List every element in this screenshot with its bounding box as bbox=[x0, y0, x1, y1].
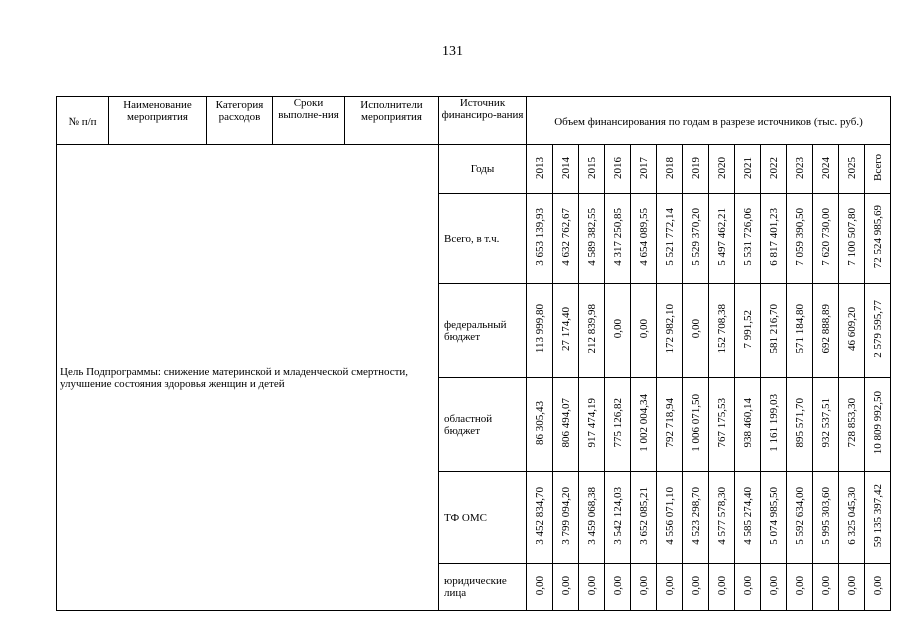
value-label: 2 579 595,77 bbox=[871, 300, 884, 358]
year-cell bbox=[579, 145, 605, 194]
year-cell bbox=[553, 145, 579, 194]
value-cell bbox=[839, 472, 865, 564]
value-label: 3 459 068,38 bbox=[585, 487, 598, 545]
value-label: 5 995 303,60 bbox=[819, 487, 832, 545]
header-row bbox=[57, 97, 891, 145]
value-label: 212 839,98 bbox=[585, 304, 598, 354]
source-cell: федеральный бюджет bbox=[439, 284, 527, 378]
value-cell bbox=[709, 564, 735, 611]
value-label: 113 999,80 bbox=[533, 304, 546, 354]
value-label: 0,00 bbox=[871, 575, 884, 596]
year-label: 2014 bbox=[559, 156, 572, 179]
value-cell bbox=[579, 194, 605, 284]
year-label: 2013 bbox=[533, 156, 546, 179]
value-label: 0,00 bbox=[689, 319, 702, 339]
value-cell bbox=[735, 194, 761, 284]
value-label: 5 497 462,21 bbox=[715, 208, 728, 266]
value-cell bbox=[787, 284, 813, 378]
value-cell bbox=[813, 194, 839, 284]
year-label: 2020 bbox=[715, 156, 728, 179]
value-cell bbox=[579, 472, 605, 564]
value-cell bbox=[709, 472, 735, 564]
value-label: 5 529 370,20 bbox=[689, 208, 702, 266]
value-cell bbox=[605, 194, 631, 284]
value-cell bbox=[657, 378, 683, 472]
value-cell bbox=[787, 564, 813, 611]
value-label: 0,00 bbox=[741, 575, 754, 596]
value-cell bbox=[761, 284, 787, 378]
value-label: 6 325 045,30 bbox=[845, 487, 858, 545]
value-cell bbox=[683, 194, 709, 284]
value-cell bbox=[813, 378, 839, 472]
value-label: 895 571,70 bbox=[793, 398, 806, 448]
value-label: 0,00 bbox=[611, 575, 624, 596]
value-cell bbox=[527, 194, 553, 284]
value-label: 1 002 004,34 bbox=[637, 394, 650, 452]
year-cell bbox=[527, 145, 553, 194]
value-label: 5 521 772,14 bbox=[663, 208, 676, 266]
value-cell bbox=[709, 284, 735, 378]
value-cell bbox=[683, 284, 709, 378]
value-cell bbox=[735, 472, 761, 564]
value-label: 0,00 bbox=[533, 575, 546, 596]
value-label: 3 799 094,20 bbox=[559, 487, 572, 545]
value-label: 3 653 139,93 bbox=[533, 208, 546, 266]
value-label: 4 632 762,67 bbox=[559, 208, 572, 266]
value-label: 0,00 bbox=[559, 575, 572, 596]
value-cell bbox=[735, 284, 761, 378]
years-label: Годы bbox=[439, 145, 527, 194]
value-cell bbox=[813, 284, 839, 378]
year-cell bbox=[631, 145, 657, 194]
value-label: 938 460,14 bbox=[741, 398, 754, 448]
header-source: Источник финансиро-вания bbox=[439, 97, 527, 145]
value-label: 72 524 985,69 bbox=[871, 205, 884, 269]
value-cell bbox=[761, 378, 787, 472]
year-cell bbox=[605, 145, 631, 194]
value-label: 792 718,94 bbox=[663, 398, 676, 448]
value-label: 932 537,51 bbox=[819, 398, 832, 448]
value-cell bbox=[761, 564, 787, 611]
value-label: 806 494,07 bbox=[559, 398, 572, 448]
financing-table bbox=[56, 96, 891, 611]
value-cell bbox=[553, 284, 579, 378]
value-label: 0,00 bbox=[637, 575, 650, 596]
value-cell bbox=[865, 472, 891, 564]
value-label: 0,00 bbox=[611, 319, 624, 339]
year-cell bbox=[865, 145, 891, 194]
year-cell bbox=[787, 145, 813, 194]
value-label: 7 620 730,00 bbox=[819, 208, 832, 266]
value-cell bbox=[813, 472, 839, 564]
header-executors: Исполнители мероприятия bbox=[345, 97, 439, 145]
value-label: 152 708,38 bbox=[715, 304, 728, 354]
value-cell bbox=[709, 378, 735, 472]
value-cell bbox=[709, 194, 735, 284]
value-cell bbox=[605, 472, 631, 564]
year-label: 2015 bbox=[585, 156, 598, 179]
value-label: 0,00 bbox=[585, 575, 598, 596]
value-cell bbox=[865, 284, 891, 378]
value-label: 4 523 298,70 bbox=[689, 487, 702, 545]
value-cell bbox=[735, 564, 761, 611]
value-cell bbox=[787, 194, 813, 284]
value-label: 0,00 bbox=[845, 575, 858, 596]
value-label: 767 175,53 bbox=[715, 398, 728, 448]
value-label: 571 184,80 bbox=[793, 304, 806, 354]
value-cell bbox=[605, 564, 631, 611]
value-cell bbox=[865, 564, 891, 611]
value-cell bbox=[839, 564, 865, 611]
value-cell bbox=[605, 378, 631, 472]
value-label: 0,00 bbox=[715, 575, 728, 596]
value-cell bbox=[631, 284, 657, 378]
value-cell bbox=[683, 564, 709, 611]
goal-cell: Цель Подпрограммы: снижение материнской и младенческой смертности, улучшение состояния здоровья женщин и детей bbox=[57, 145, 439, 611]
value-label: 581 216,70 bbox=[767, 304, 780, 354]
value-label: 0,00 bbox=[767, 575, 780, 596]
value-label: 4 585 274,40 bbox=[741, 487, 754, 545]
value-label: 0,00 bbox=[793, 575, 806, 596]
value-cell bbox=[865, 378, 891, 472]
value-label: 3 542 124,03 bbox=[611, 487, 624, 545]
value-cell bbox=[579, 284, 605, 378]
value-label: 6 817 401,23 bbox=[767, 208, 780, 266]
value-cell bbox=[813, 564, 839, 611]
value-cell bbox=[553, 378, 579, 472]
value-cell bbox=[787, 378, 813, 472]
value-label: 7 100 507,80 bbox=[845, 208, 858, 266]
value-cell bbox=[761, 194, 787, 284]
value-cell bbox=[553, 194, 579, 284]
header-category: Категория расходов bbox=[207, 97, 273, 145]
value-cell bbox=[735, 378, 761, 472]
value-cell bbox=[631, 564, 657, 611]
value-cell bbox=[787, 472, 813, 564]
years-row bbox=[57, 145, 891, 194]
value-label: 7 991,52 bbox=[741, 309, 754, 349]
source-cell: Всего, в т.ч. bbox=[439, 194, 527, 284]
value-label: 59 135 397,42 bbox=[871, 484, 884, 548]
value-cell bbox=[839, 378, 865, 472]
value-label: 4 589 382,55 bbox=[585, 208, 598, 266]
value-label: 4 317 250,85 bbox=[611, 208, 624, 266]
year-label: 2024 bbox=[819, 156, 832, 179]
value-cell bbox=[631, 378, 657, 472]
year-cell bbox=[839, 145, 865, 194]
value-cell bbox=[761, 472, 787, 564]
value-label: 1 161 199,03 bbox=[767, 394, 780, 452]
value-label: 0,00 bbox=[689, 575, 702, 596]
header-num: № п/п bbox=[57, 97, 109, 145]
year-label: 2023 bbox=[793, 156, 806, 179]
header-name: Наименование мероприятия bbox=[109, 97, 207, 145]
value-cell bbox=[579, 564, 605, 611]
value-cell bbox=[839, 194, 865, 284]
value-cell bbox=[527, 378, 553, 472]
value-label: 86 305,43 bbox=[533, 401, 546, 445]
value-label: 692 888,89 bbox=[819, 304, 832, 354]
value-label: 775 126,82 bbox=[611, 398, 624, 448]
year-label: 2017 bbox=[637, 156, 650, 179]
value-cell bbox=[657, 564, 683, 611]
value-label: 5 592 634,00 bbox=[793, 487, 806, 545]
value-label: 4 556 071,10 bbox=[663, 487, 676, 545]
value-cell bbox=[527, 284, 553, 378]
value-label: 728 853,30 bbox=[845, 398, 858, 448]
value-label: 27 174,40 bbox=[559, 307, 572, 351]
year-label: 2022 bbox=[767, 156, 780, 179]
value-cell bbox=[657, 472, 683, 564]
value-cell bbox=[605, 284, 631, 378]
value-cell bbox=[579, 378, 605, 472]
value-label: 4 654 089,55 bbox=[637, 208, 650, 266]
source-cell: юридические лица bbox=[439, 564, 527, 611]
year-cell bbox=[735, 145, 761, 194]
value-label: 3 652 085,21 bbox=[637, 487, 650, 545]
value-label: 5 074 985,50 bbox=[767, 487, 780, 545]
value-label: 0,00 bbox=[637, 319, 650, 339]
value-cell bbox=[553, 564, 579, 611]
year-label: Всего bbox=[871, 154, 884, 181]
header-volume: Объем финансирования по годам в разрезе источников (тыс. руб.) bbox=[527, 97, 891, 145]
year-cell bbox=[813, 145, 839, 194]
year-cell bbox=[657, 145, 683, 194]
year-cell bbox=[709, 145, 735, 194]
year-label: 2018 bbox=[663, 156, 676, 179]
header-deadlines: Сроки выполне-ния bbox=[273, 97, 345, 145]
year-cell bbox=[761, 145, 787, 194]
value-cell bbox=[865, 194, 891, 284]
value-cell bbox=[839, 284, 865, 378]
year-label: 2016 bbox=[611, 156, 624, 179]
year-label: 2021 bbox=[741, 156, 754, 179]
value-label: 172 982,10 bbox=[663, 304, 676, 354]
value-cell bbox=[527, 472, 553, 564]
value-label: 0,00 bbox=[663, 575, 676, 596]
value-label: 0,00 bbox=[819, 575, 832, 596]
value-cell bbox=[657, 194, 683, 284]
value-label: 7 059 390,50 bbox=[793, 208, 806, 266]
value-cell bbox=[683, 378, 709, 472]
source-cell: областной бюджет bbox=[439, 378, 527, 472]
value-label: 5 531 726,06 bbox=[741, 208, 754, 266]
value-cell bbox=[527, 564, 553, 611]
value-label: 917 474,19 bbox=[585, 398, 598, 448]
source-cell: ТФ ОМС bbox=[439, 472, 527, 564]
page-number: 131 bbox=[442, 44, 463, 59]
year-cell bbox=[683, 145, 709, 194]
year-label: 2019 bbox=[689, 156, 702, 179]
value-cell bbox=[553, 472, 579, 564]
value-cell bbox=[683, 472, 709, 564]
value-label: 1 006 071,50 bbox=[689, 394, 702, 452]
year-label: 2025 bbox=[845, 156, 858, 179]
value-label: 3 452 834,70 bbox=[533, 487, 546, 545]
value-cell bbox=[657, 284, 683, 378]
value-cell bbox=[631, 472, 657, 564]
value-label: 4 577 578,30 bbox=[715, 487, 728, 545]
value-cell bbox=[631, 194, 657, 284]
value-label: 10 809 992,50 bbox=[871, 391, 884, 455]
value-label: 46 609,20 bbox=[845, 307, 858, 351]
